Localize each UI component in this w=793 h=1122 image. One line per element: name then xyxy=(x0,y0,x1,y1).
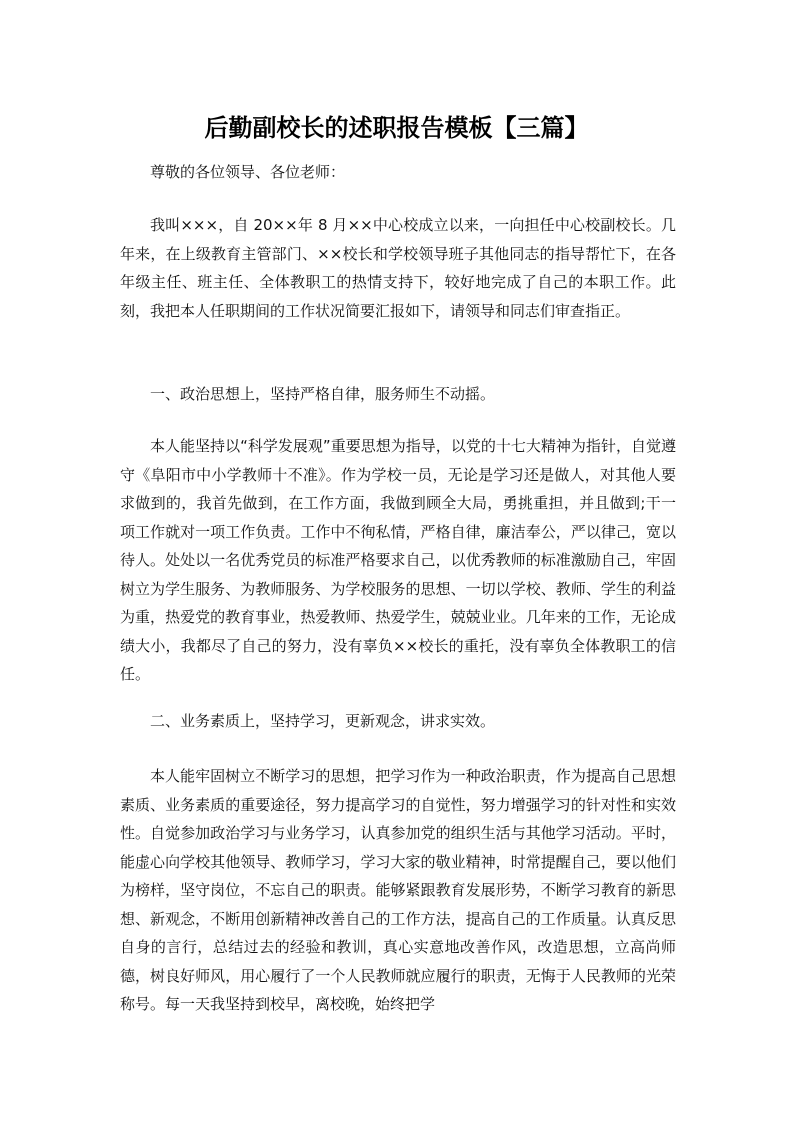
paragraph-political: 本人能坚持以“科学发展观”重要思想为指导，以党的十七大精神为指针，自觉遵守《阜阳市中小学教师十不准》。作为学校一员，无论是学习还是做人，对其他人要求做到的，我首先做到，在工作方面，我做到顾全大局，勇挑重担，并且做到;干一项工作就对一项工作负责。工作中不徇私情，严格自律，廉洁奉公，严以律己，宽以待人。处处以一名优秀党员的标准严格要求自己，以优秀教师的标准激励自己，牢固树立为学生服务、为教师服务、为学校服务的思想、一切以学校、教师、学生的利益为重，热爱党的教育事业，热爱教师、热爱学生，兢兢业业。几年来的工作，无论成绩大小，我都尽了自己的努力，没有辜负××校长的重托，没有辜负全体教职工的信任。 xyxy=(120,437,676,683)
paragraph-professional: 本人能牢固树立不断学习的思想，把学习作为一种政治职责，作为提高自己思想素质、业务素质的重要途径，努力提高学习的自觉性，努力增强学习的针对性和实效性。自觉参加政治学习与业务学习，认真参加党的组织生活与其他学习活动。平时，能虚心向学校其他领导、教师学习，学习大家的敬业精神，时常提醒自己，要以他们为榜样，坚守岗位，不忘自己的职责。能够紧跟教育发展形势，不断学习教育的新思想、新观念，不断用创新精神改善自己的工作方法，提高自己的工作质量。认真反思自身的言行，总结过去的经验和教训，真心实意地改善作风，改造思想，立高尚师德，树良好师风，用心履行了一个人民教师就应履行的职责，无悔于人民教师的光荣称号。每一天我坚持到校早，离校晚，始终把学 xyxy=(120,767,676,1013)
paragraph-introduction: 我叫×××，自 20××年 8 月××中心校成立以来，一向担任中心校副校长。几年来，在上级教育主管部门、××校长和学校领导班子其他同志的指导帮忙下，在各年级主任、班主任、全体教职工的热情支持下，较好地完成了自己的本职工作。此刻，我把本人任职期间的工作状况简要汇报如下，请领导和同志们审查指正。 xyxy=(120,216,676,320)
greeting-line: 尊敬的各位领导、各位老师： xyxy=(150,163,346,181)
section-heading-political: 一、政治思想上，坚持严格自律，服务师生不动摇。 xyxy=(150,385,496,403)
section-heading-professional: 二、业务素质上，坚持学习，更新观念，讲求实效。 xyxy=(150,712,496,730)
document-title: 后勤副校长的述职报告模板【三篇】 xyxy=(204,114,589,142)
